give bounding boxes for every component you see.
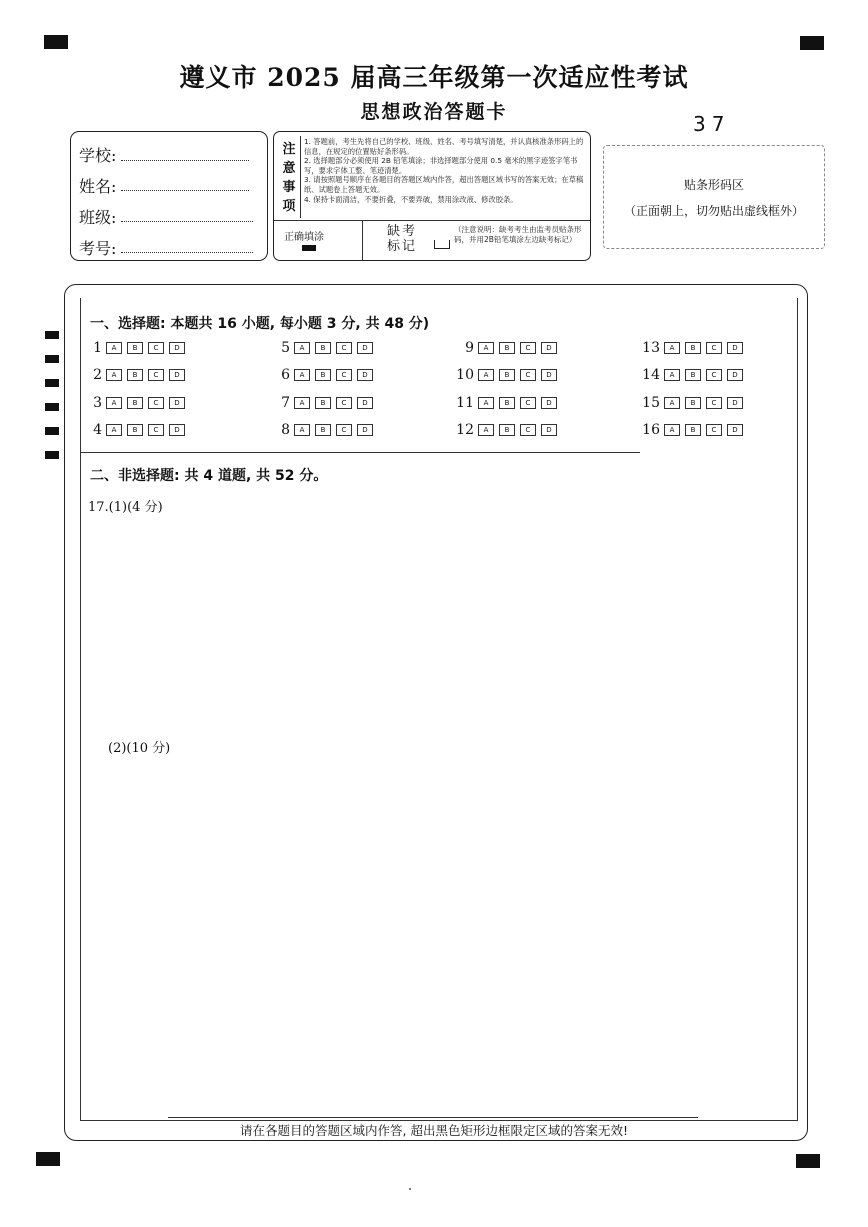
- question-number: 1: [93, 340, 102, 356]
- choice-question-8: [264, 423, 378, 437]
- q17-part1-answer-area[interactable]: [88, 518, 788, 728]
- correct-fill-sample: [302, 245, 316, 251]
- notice-item: 1. 答题前，考生先将自己的学校、班级、姓名、考号填写清楚，并认真核准条形码上的信息，在规定的位置贴好条形码。: [304, 137, 584, 156]
- option-bubble-d[interactable]: D: [541, 397, 557, 409]
- option-bubble-a[interactable]: A: [478, 369, 494, 381]
- question-number: 15: [642, 395, 660, 411]
- section-divider: [80, 452, 640, 453]
- option-bubble-d[interactable]: D: [169, 369, 185, 381]
- footer-divider: [168, 1117, 698, 1118]
- question-number: 16: [642, 422, 660, 438]
- option-bubble-b[interactable]: B: [315, 424, 331, 436]
- question-number: 7: [281, 395, 290, 411]
- divider: [274, 220, 590, 221]
- option-bubble-d[interactable]: D: [541, 342, 557, 354]
- divider: [300, 136, 301, 218]
- choice-question-3: [76, 396, 190, 410]
- absent-mark-label: 缺考标记: [387, 224, 418, 254]
- notice-heading: 注 意 事 项: [282, 142, 296, 214]
- option-bubble-a[interactable]: A: [294, 424, 310, 436]
- q17-part1-label: 17.(1)(4 分): [88, 500, 163, 515]
- option-bubble-c[interactable]: C: [148, 342, 164, 354]
- option-bubble-c[interactable]: C: [706, 342, 722, 354]
- absent-mark-checkbox[interactable]: [434, 240, 450, 249]
- choice-question-4: [76, 423, 190, 437]
- option-bubble-a[interactable]: A: [294, 397, 310, 409]
- option-bubble-b[interactable]: B: [499, 369, 515, 381]
- option-bubble-a[interactable]: A: [664, 424, 680, 436]
- option-bubble-c[interactable]: C: [706, 369, 722, 381]
- school-field[interactable]: [121, 159, 249, 161]
- option-bubble-b[interactable]: B: [127, 342, 143, 354]
- option-bubble-d[interactable]: D: [727, 397, 743, 409]
- option-bubble-d[interactable]: D: [169, 342, 185, 354]
- question-number: 12: [456, 422, 474, 438]
- question-number: 8: [281, 422, 290, 438]
- question-number: 6: [281, 367, 290, 383]
- option-bubble-d[interactable]: D: [541, 369, 557, 381]
- option-bubble-d[interactable]: D: [357, 397, 373, 409]
- name-label: 姓名:: [79, 177, 117, 196]
- option-bubble-a[interactable]: A: [106, 397, 122, 409]
- choice-question-12: [448, 423, 562, 437]
- timing-mark: [45, 427, 59, 435]
- option-bubble-b[interactable]: B: [685, 424, 701, 436]
- option-bubble-c[interactable]: C: [336, 369, 352, 381]
- option-bubble-b[interactable]: B: [315, 369, 331, 381]
- timing-mark: [45, 355, 59, 363]
- option-bubble-d[interactable]: D: [727, 369, 743, 381]
- option-bubble-c[interactable]: C: [336, 424, 352, 436]
- barcode-note: （正面朝上，切勿贴出虚线框外）: [623, 204, 804, 218]
- choice-question-5: [264, 341, 378, 355]
- divider: [362, 220, 363, 260]
- option-bubble-b[interactable]: B: [127, 369, 143, 381]
- option-bubble-c[interactable]: C: [706, 397, 722, 409]
- choice-question-6: [264, 368, 378, 382]
- registration-mark-bottom-right: [796, 1154, 820, 1168]
- choice-question-9: [448, 341, 562, 355]
- choice-question-10: [448, 368, 562, 382]
- option-bubble-b[interactable]: B: [315, 397, 331, 409]
- name-field[interactable]: [121, 189, 249, 191]
- section2-title: 二、非选择题: 共 4 道题, 共 52 分。: [90, 468, 328, 484]
- choice-question-14: [634, 368, 748, 382]
- option-bubble-d[interactable]: D: [169, 397, 185, 409]
- option-bubble-c[interactable]: C: [520, 342, 536, 354]
- option-bubble-c[interactable]: C: [520, 369, 536, 381]
- registration-mark-top-right: [800, 36, 824, 50]
- registration-mark-bottom-left: [36, 1152, 60, 1166]
- option-bubble-a[interactable]: A: [664, 342, 680, 354]
- barcode-title: 贴条形码区: [683, 178, 744, 192]
- barcode-area[interactable]: [603, 145, 825, 249]
- option-bubble-a[interactable]: A: [664, 397, 680, 409]
- choice-question-16: [634, 423, 748, 437]
- option-bubble-d[interactable]: D: [727, 342, 743, 354]
- notice-items: [304, 137, 587, 204]
- footer-warning: 请在各题目的答题区域内作答, 超出黑色矩形边框限定区域的答案无效!: [240, 1123, 628, 1138]
- option-bubble-b[interactable]: B: [685, 369, 701, 381]
- notice-item: 4. 保持卡面清洁，不要折叠，不要弄破，禁用涂改液、修改胶条。: [304, 194, 518, 204]
- timing-mark: [45, 451, 59, 459]
- option-bubble-c[interactable]: C: [148, 397, 164, 409]
- option-bubble-a[interactable]: A: [478, 342, 494, 354]
- option-bubble-c[interactable]: C: [336, 342, 352, 354]
- option-bubble-a[interactable]: A: [106, 342, 122, 354]
- option-bubble-a[interactable]: A: [294, 342, 310, 354]
- option-bubble-b[interactable]: B: [127, 424, 143, 436]
- option-bubble-a[interactable]: A: [478, 424, 494, 436]
- timing-mark: [45, 403, 59, 411]
- question-number: 11: [456, 395, 474, 411]
- school-label: 学校:: [79, 146, 117, 165]
- timing-mark: [45, 379, 59, 387]
- class-label: 班级:: [79, 208, 117, 227]
- notice-box: [273, 131, 591, 261]
- exam-title: 遵义市 2025 届高三年级第一次适应性考试: [179, 63, 689, 92]
- correct-fill-label: 正确填涂: [284, 232, 324, 243]
- choice-question-15: [634, 396, 748, 410]
- option-bubble-c[interactable]: C: [336, 397, 352, 409]
- option-bubble-b[interactable]: B: [499, 397, 515, 409]
- option-bubble-b[interactable]: B: [685, 397, 701, 409]
- choice-question-13: [634, 341, 748, 355]
- choice-question-2: [76, 368, 190, 382]
- card-subtitle: 思想政治答题卡: [360, 101, 508, 123]
- question-number: 4: [93, 422, 102, 438]
- exam-id-label: 考号:: [79, 239, 117, 258]
- option-bubble-b[interactable]: B: [499, 342, 515, 354]
- timing-mark: [45, 331, 59, 339]
- notice-item: 2. 选择题部分必须使用 2B 铅笔填涂；非选择题部分使用 0.5 毫米的黑字迹签字笔书写，要求字体工整、笔迹清楚。: [304, 156, 578, 175]
- class-field[interactable]: [121, 220, 253, 222]
- exam-id-field[interactable]: [121, 251, 253, 253]
- question-number: 9: [465, 340, 474, 356]
- registration-mark-top-left: [44, 35, 68, 49]
- q17-part2-answer-area[interactable]: [88, 760, 788, 1100]
- question-number: 10: [456, 367, 474, 383]
- option-bubble-c[interactable]: C: [706, 424, 722, 436]
- option-bubble-c[interactable]: C: [148, 424, 164, 436]
- option-bubble-d[interactable]: D: [169, 424, 185, 436]
- notice-item: 3. 请按照题号顺序在各题目的答题区域内作答，超出答题区域书写的答案无效；在草稿纸、试题卷上答题无效。: [304, 175, 584, 194]
- option-bubble-a[interactable]: A: [106, 369, 122, 381]
- option-bubble-b[interactable]: B: [499, 424, 515, 436]
- question-number: 13: [642, 340, 660, 356]
- option-bubble-d[interactable]: D: [357, 369, 373, 381]
- option-bubble-b[interactable]: B: [685, 342, 701, 354]
- option-bubble-c[interactable]: C: [148, 369, 164, 381]
- option-bubble-c[interactable]: C: [520, 424, 536, 436]
- option-bubble-d[interactable]: D: [541, 424, 557, 436]
- page-code: 37: [693, 112, 731, 136]
- option-bubble-d[interactable]: D: [357, 342, 373, 354]
- student-info-box: [70, 131, 268, 261]
- section1-title: 一、选择题: 本题共 16 小题, 每小题 3 分, 共 48 分): [90, 316, 430, 332]
- q17-part2-label: (2)(10 分): [108, 741, 171, 756]
- option-bubble-a[interactable]: A: [106, 424, 122, 436]
- question-number: 2: [93, 367, 102, 383]
- option-bubble-b[interactable]: B: [315, 342, 331, 354]
- question-number: 14: [642, 367, 660, 383]
- option-bubble-d[interactable]: D: [357, 424, 373, 436]
- choice-question-1: [76, 341, 190, 355]
- absent-mark-note: （注意说明：缺考考生由监考员贴条形码，并用2B铅笔填涂左边缺考标记）: [454, 225, 582, 244]
- option-bubble-d[interactable]: D: [727, 424, 743, 436]
- option-bubble-a[interactable]: A: [664, 369, 680, 381]
- question-number: 3: [93, 395, 102, 411]
- question-number: 5: [281, 340, 290, 356]
- choice-question-7: [264, 396, 378, 410]
- option-bubble-c[interactable]: C: [520, 397, 536, 409]
- option-bubble-a[interactable]: A: [478, 397, 494, 409]
- option-bubble-b[interactable]: B: [127, 397, 143, 409]
- choice-question-11: [448, 396, 562, 410]
- option-bubble-a[interactable]: A: [294, 369, 310, 381]
- scan-dot: [409, 1188, 411, 1190]
